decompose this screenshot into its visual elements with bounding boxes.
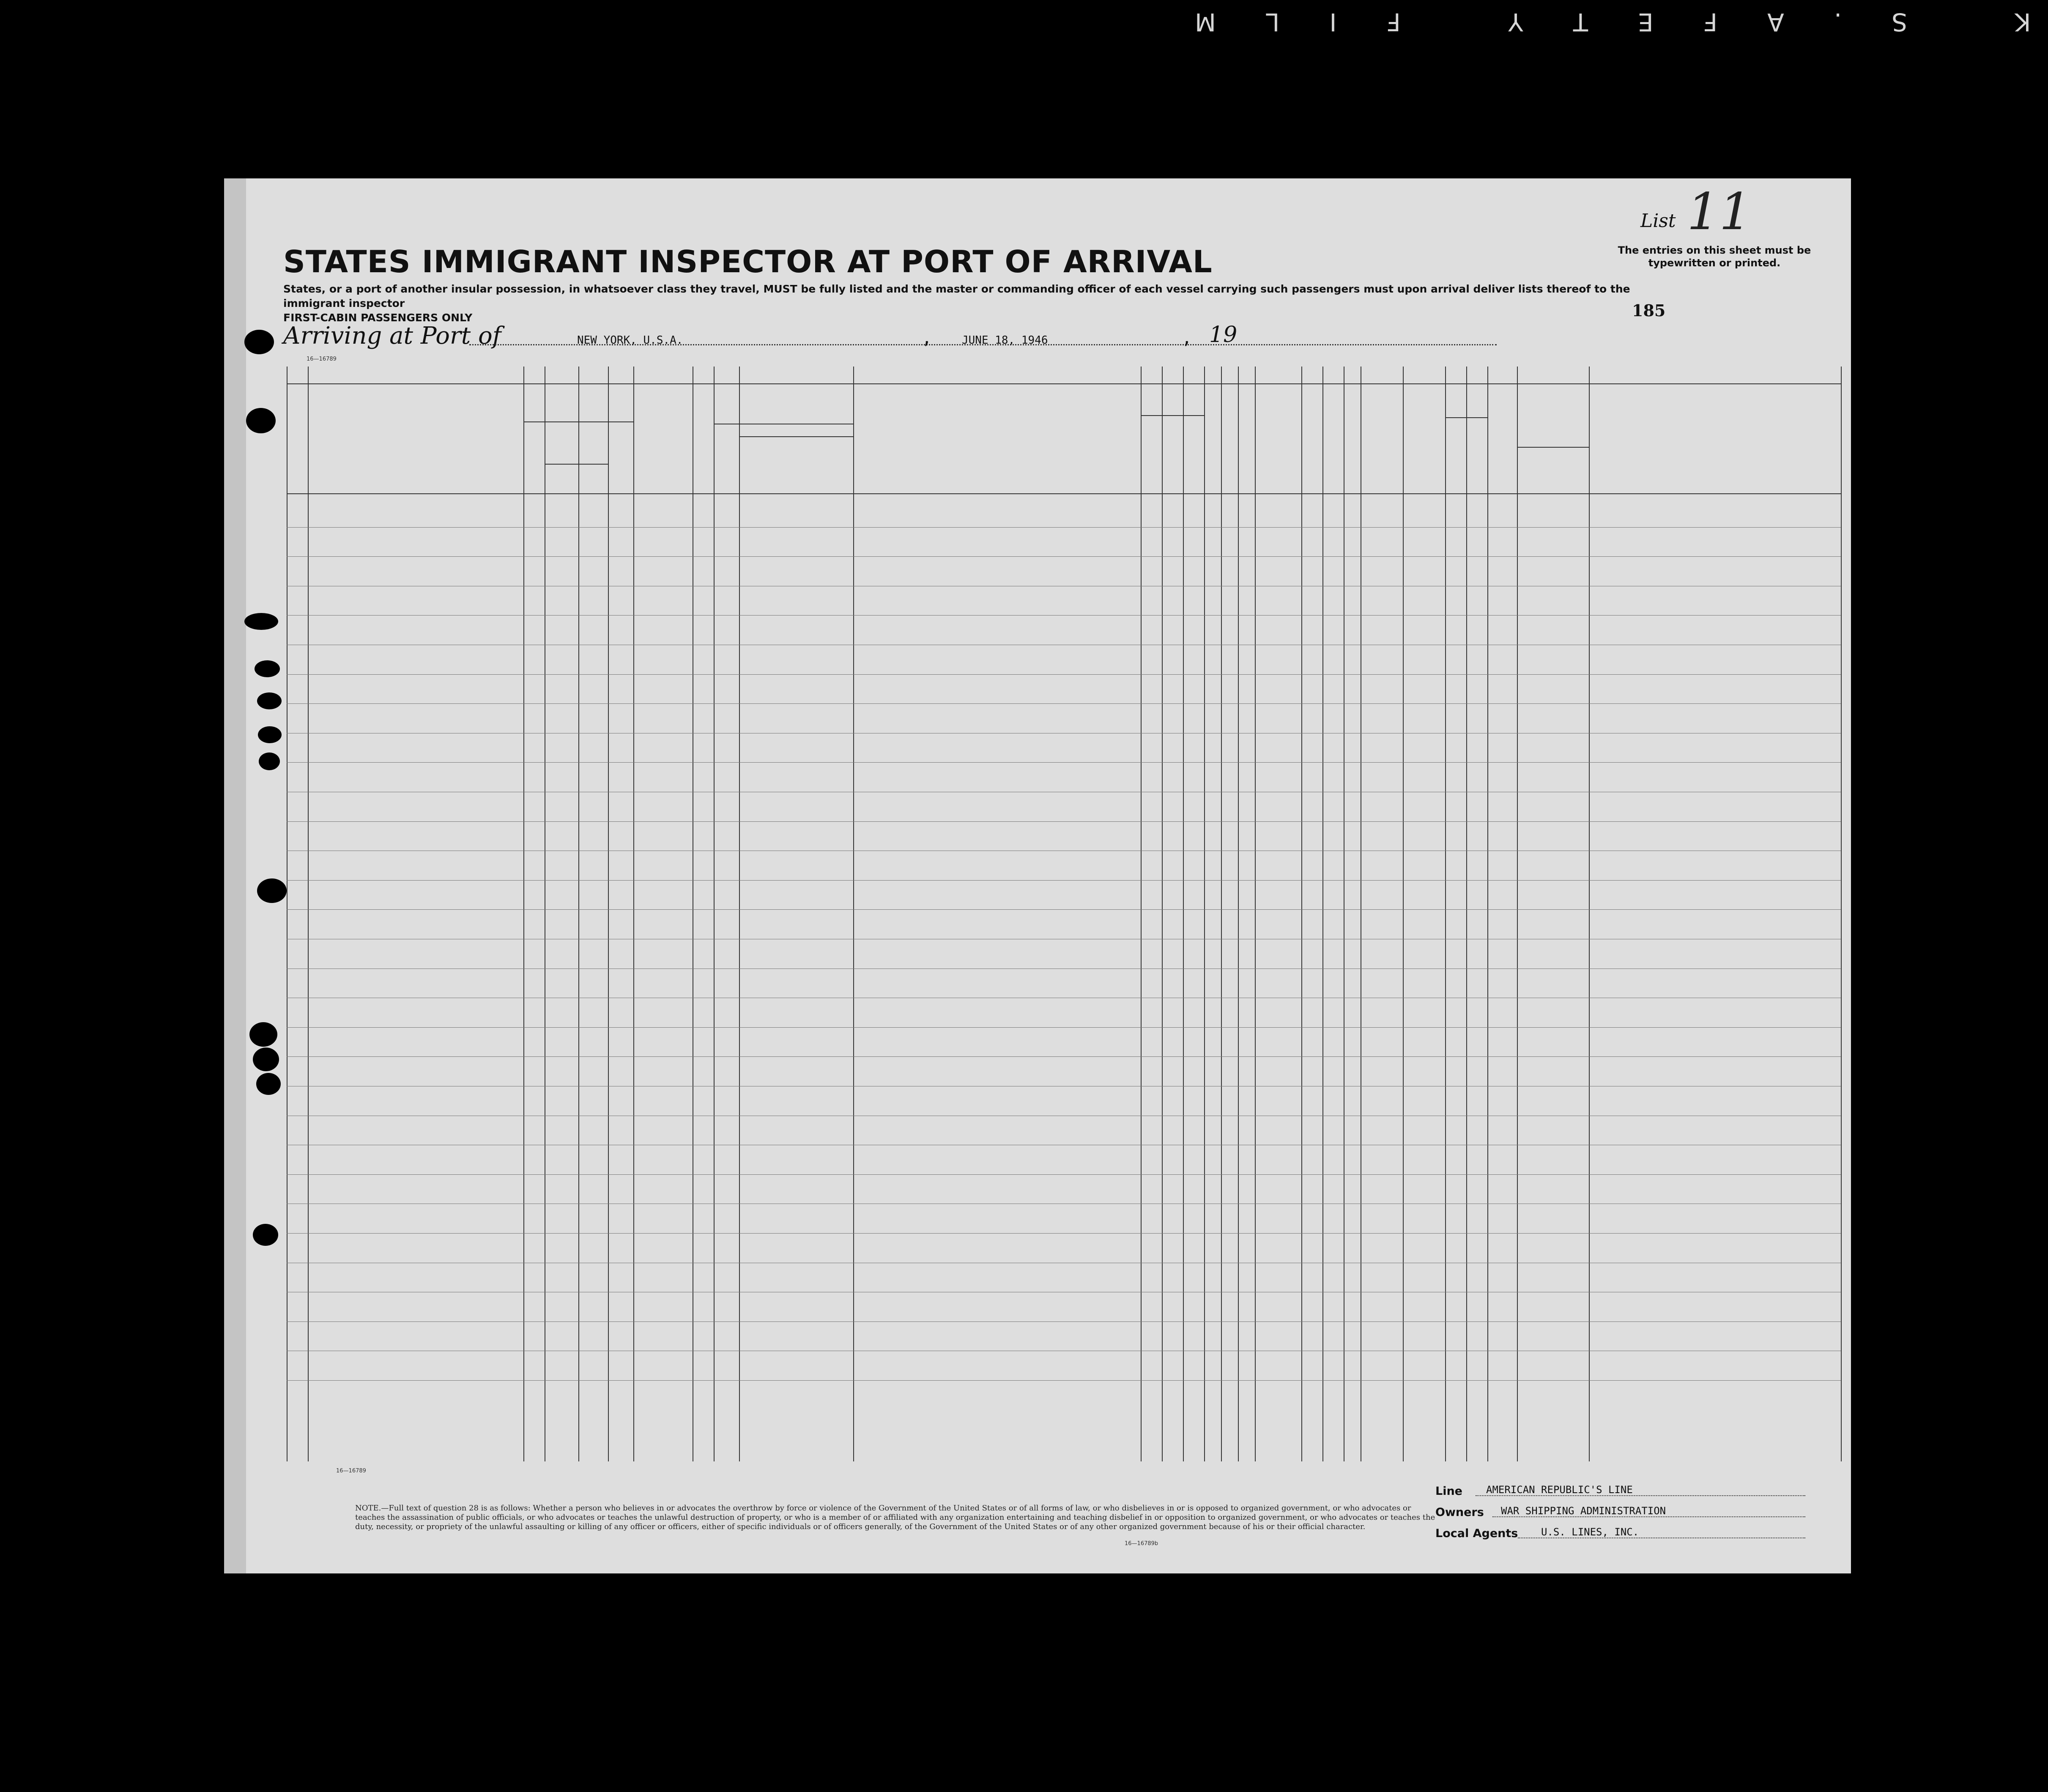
footer-owners-label: Owners [1435, 1506, 1484, 1519]
footer-line-value: AMERICAN REPUBLIC'S LINE [1486, 1484, 1633, 1496]
form-title: STATES IMMIGRANT INSPECTOR AT PORT OF ARRIVAL [283, 244, 1213, 279]
column-rule [633, 367, 634, 1461]
form-code-footnote: 16—16789b [1125, 1540, 1158, 1547]
header-rule [545, 464, 608, 465]
punch-hole [256, 1073, 281, 1095]
arrival-date: JUNE 18, 1946 [962, 334, 1048, 347]
row-rule [287, 703, 1841, 704]
column-rule [1162, 367, 1163, 1461]
row-rule [287, 821, 1841, 822]
year-prefix: 185 [1632, 301, 1666, 320]
row-rule [287, 556, 1841, 557]
column-rule [578, 367, 579, 1461]
header-rule [1445, 417, 1487, 418]
punch-hole [257, 878, 287, 903]
punch-hole [244, 613, 278, 630]
header-rule [287, 493, 1841, 494]
arrival-comma-2: , [1182, 328, 1192, 348]
row-rule [287, 880, 1841, 881]
column-rule [853, 367, 854, 1461]
punch-hole [249, 1022, 277, 1047]
list-label: List [1640, 210, 1676, 232]
column-rule [1445, 367, 1446, 1461]
row-rule [287, 1056, 1841, 1057]
manifest-sheet [224, 178, 1851, 1573]
punch-hole [246, 408, 276, 433]
column-rule [308, 367, 309, 1461]
punch-hole [257, 692, 282, 709]
column-rule [1238, 367, 1239, 1461]
subtitle-line-2: FIRST-CABIN PASSENGERS ONLY [283, 312, 473, 324]
subtitle-line-1: States, or a port of another insular possession, in whatsoever class they travel, MUST be fully listed and the master or commanding officer of each vessel carrying such passengers must upon arrival deliver lists thereof to the immigrant inspector [283, 283, 1630, 309]
row-rule [287, 674, 1841, 675]
footer-line-label: Line [1435, 1485, 1462, 1498]
column-rule [1466, 367, 1467, 1461]
header-rule [287, 383, 1841, 384]
row-rule [287, 1380, 1841, 1381]
sheet-edge [224, 178, 246, 1573]
form-subtitle [283, 282, 1636, 325]
punch-hole [259, 752, 280, 770]
column-rule [714, 367, 715, 1461]
column-rule [1589, 367, 1590, 1461]
row-rule [287, 1174, 1841, 1175]
footnote-question-28: NOTE.—Full text of question 28 is as follows: Whether a person who believes in or advocates the overthrow by force or violence of the Government of the United States or of all forms of law, or who disbelieves in or is opposed to organized government, or who advocates or teaches the assassination of public officials, or who advocates or teaches the unlawful destruction of property, or who is a member of or affiliated with any organization entertaining and teaching disbelief in or opposition to organized government, or who advocates or teaches the duty, necessity, or propriety of the unlawful assaulting or killing of any officer or officers, either of specific individuals or of officers generally, of the Government of the United States or of any other organized government because of his or their official character. [355, 1504, 1435, 1531]
column-rule [1487, 367, 1488, 1461]
column-rule [1517, 367, 1518, 1461]
punch-hole [244, 330, 274, 354]
arrival-comma: , [922, 328, 932, 348]
list-number: 11 [1687, 183, 1752, 241]
header-rule [523, 421, 633, 422]
film-edge-banner: K S.AFETY FILM [1145, 8, 2031, 36]
column-rule [739, 367, 740, 1461]
header-rule [1517, 447, 1589, 448]
column-rule [1841, 367, 1842, 1461]
row-rule [287, 1233, 1841, 1234]
arrival-port: NEW YORK, U.S.A. [577, 334, 683, 347]
column-rule [1403, 367, 1404, 1461]
footer-agents-value: U.S. LINES, INC. [1541, 1526, 1639, 1538]
column-rule [1183, 367, 1184, 1461]
row-rule [287, 527, 1841, 528]
punch-hole [253, 1224, 278, 1246]
column-rule [1255, 367, 1256, 1461]
arriving-label: Arriving at Port of [283, 322, 501, 350]
column-rule [523, 367, 524, 1461]
punch-hole [253, 1048, 279, 1071]
column-rule [1204, 367, 1205, 1461]
row-rule [287, 615, 1841, 616]
header-rule [739, 436, 853, 437]
list-note: The entries on this sheet must be typewritten or printed. [1618, 244, 1811, 269]
column-rule [1221, 367, 1222, 1461]
column-rule [1141, 367, 1142, 1461]
form-code-top: 16—16789 [307, 356, 337, 362]
row-rule [287, 909, 1841, 910]
punch-hole [255, 660, 280, 677]
row-rule [287, 1027, 1841, 1028]
column-rule [608, 367, 609, 1461]
manifest-table [287, 367, 1841, 1461]
row-rule [287, 762, 1841, 763]
punch-hole [258, 726, 282, 743]
form-code-bottom: 16—16789 [336, 1468, 366, 1474]
row-rule [287, 1321, 1841, 1322]
footer-owners-value: WAR SHIPPING ADMINISTRATION [1501, 1505, 1666, 1517]
footer-agents-label: Local Agents [1435, 1527, 1518, 1540]
header-rule [1141, 415, 1204, 416]
arrival-year-19: 19 [1209, 322, 1238, 347]
column-rule [1322, 367, 1323, 1461]
column-rule [1301, 367, 1302, 1461]
